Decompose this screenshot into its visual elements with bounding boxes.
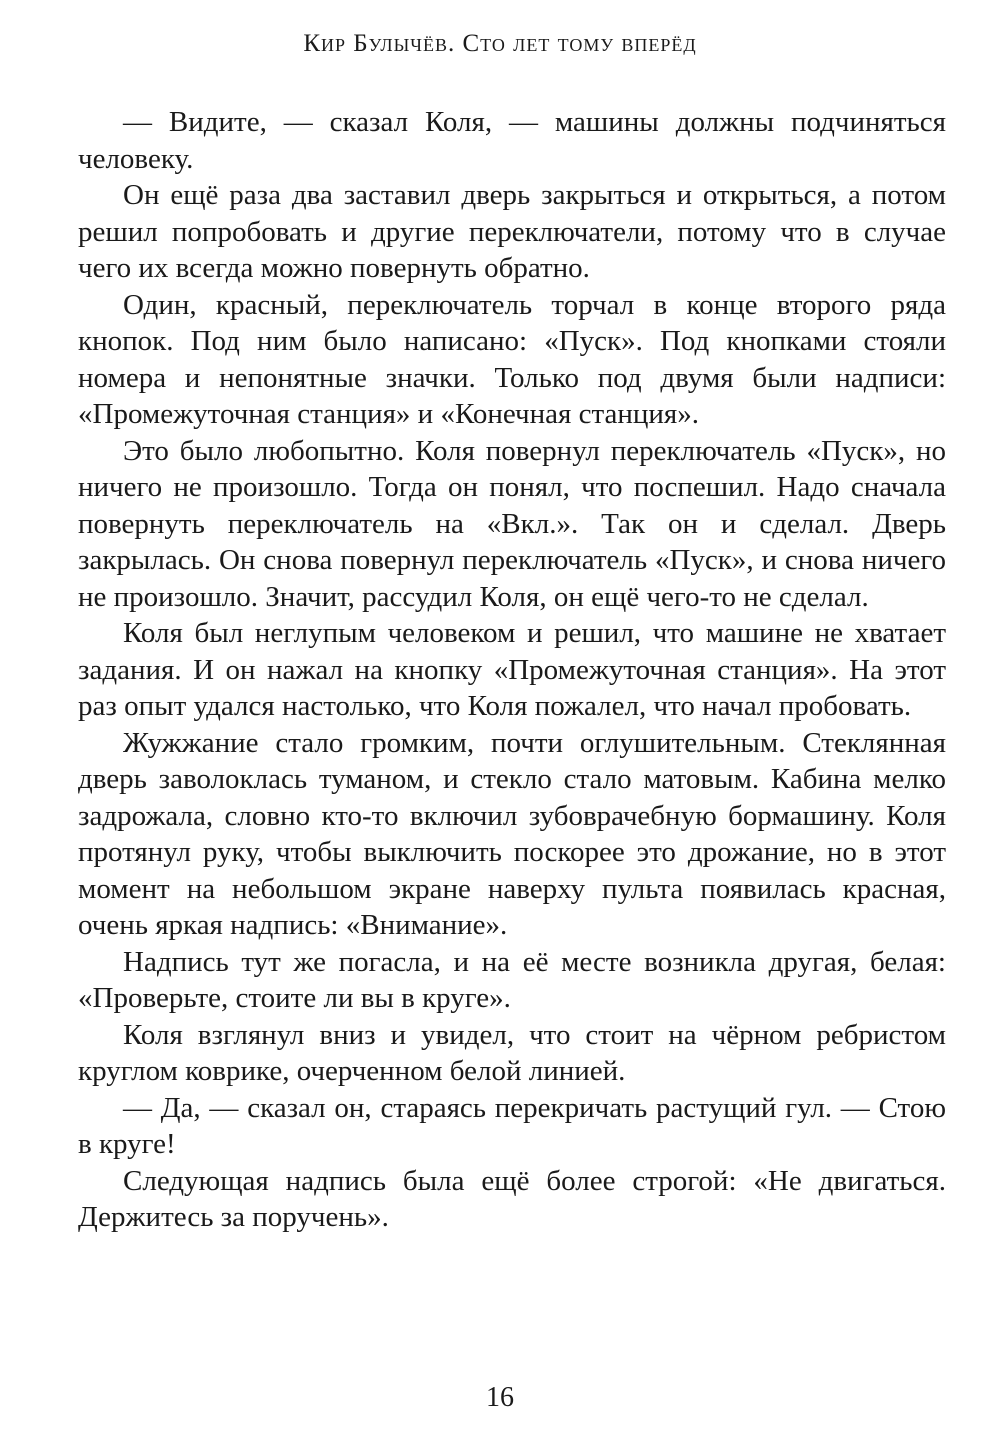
- paragraph: Коля был неглупым человеком и решил, что машине не хватает задания. И он нажал на кнопку «Промежуточная станция». На этот раз опыт удался настолько, что Коля пожалел, что начал пробовать.: [78, 617, 946, 722]
- paragraph: — Да, — сказал он, стараясь перекричать растущий гул. — Стою в круге!: [78, 1091, 946, 1160]
- page-number: 16: [486, 1382, 514, 1413]
- paragraph: Один, красный, переключатель торчал в конце второго ряда кнопок. Под ним было написано: «Пуск». Под кнопками стояли номера и непонятные значки. Только под двумя были надписи: «Промежуточная станция» и «Конечная станция».: [78, 288, 946, 430]
- paragraph: Надпись тут же погасла, и на её месте возникла другая, белая: «Проверьте, стоите ли вы в круге».: [78, 945, 946, 1014]
- paragraph: Коля взглянул вниз и увидел, что стоит на чёрном ребристом круглом коврике, очерченном белой линией.: [78, 1018, 946, 1087]
- body-text: [78, 104, 946, 1236]
- paragraph: Жужжание стало громким, почти оглушительным. Стеклянная дверь заволоклась туманом, и стекло стало матовым. Кабина мелко задрожала, словно кто-то включил зубоврачебную бормашину. Коля протянул руку, чтобы выключить поскорее это дрожание, но в этот момент на небольшом экране наверху пульта появилась красная, очень яркая надпись: «Внимание».: [78, 726, 946, 941]
- paragraph: Это было любопытно. Коля повернул переключатель «Пуск», но ничего не произошло. Тогда он понял, что поспешил. Надо сначала повернуть переключатель на «Вкл.». Так он и сделал. Дверь закрылась. Он снова повернул переключатель «Пуск», и снова ничего не произошло. Значит, рассудил Коля, он ещё чего-то не сделал.: [78, 434, 946, 613]
- running-head: Кир Булычёв. Сто лет тому вперёд: [303, 30, 697, 57]
- paragraph: Он ещё раза два заставил дверь закрыться и открыться, а потом решил попробовать и другие переключатели, потому что в случае чего их всегда можно повернуть обратно.: [78, 179, 946, 284]
- paragraph: Следующая надпись была ещё более строгой: «Не двигаться. Держитесь за поручень».: [78, 1164, 946, 1233]
- paragraph: — Видите, — сказал Коля, — машины должны подчиняться человеку.: [78, 106, 946, 175]
